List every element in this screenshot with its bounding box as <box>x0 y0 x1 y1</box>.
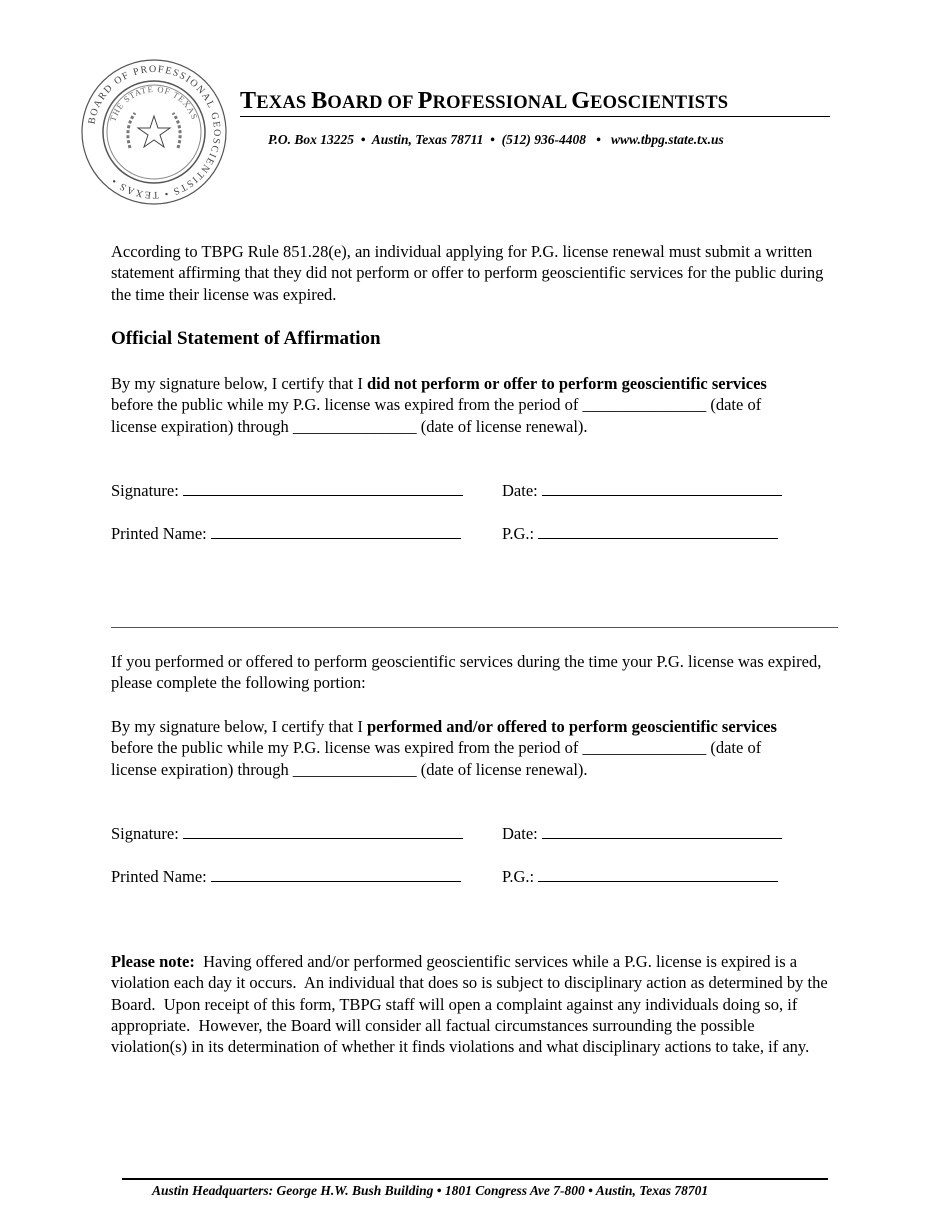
printed-name-field-1[interactable]: Printed Name: <box>111 523 461 544</box>
date-field-2[interactable]: Date: <box>502 823 782 844</box>
statement-not-performed: By my signature below, I certify that I did not perform or offer to perform geoscientific services before the public while my P.G. license was expired from the period of _______________ (date of license expiration) through _______________ (date of license renewal). <box>111 374 767 436</box>
board-title: TEXAS BOARD OF PROFESSIONAL GEOSCIENTISTS <box>240 88 830 117</box>
instruction-paragraph: If you performed or offered to perform geoscientific services during the time your P.G. license was expired, please complete the following portion: <box>111 652 822 693</box>
signature-field-2[interactable]: Signature: <box>111 823 463 844</box>
signature-field-1[interactable]: Signature: <box>111 480 463 501</box>
svg-text:BOARD OF PROFESSIONAL GEOSCIEN: BOARD OF PROFESSIONAL GEOSCIENTISTS • TEXAS • <box>86 63 223 201</box>
footer-address: Austin Headquarters: George H.W. Bush Building • 1801 Congress Ave 7-800 • Austin, Texas 78701 <box>152 1183 709 1198</box>
pg-field-2[interactable]: P.G.: <box>502 866 778 887</box>
date-field-1[interactable]: Date: <box>502 480 782 501</box>
board-address: P.O. Box 13225 • Austin, Texas 78711 • (512) 936-4408 • www.tbpg.state.tx.us <box>268 132 724 147</box>
board-seal-logo <box>80 58 228 206</box>
printed-name-field-2[interactable]: Printed Name: <box>111 866 461 887</box>
svg-text:THE STATE OF TEXAS: THE STATE OF TEXAS <box>107 83 200 123</box>
intro-paragraph: According to TBPG Rule 851.28(e), an individual applying for P.G. license renewal must submit a written statement affirming that they did not perform or offer to perform geoscientific services for the public during the time their license was expired. <box>111 242 824 304</box>
statement-performed: By my signature below, I certify that I performed and/or offered to perform geoscientific services before the public while my P.G. license was expired from the period of _______________ (date of license expiration) through _______________ (date of license renewal). <box>111 717 777 779</box>
section-divider <box>111 627 838 628</box>
please-note-paragraph: Please note: Having offered and/or performed geoscientific services while a P.G. license is expired is a violation each day it occurs. An individual that does so is subject to disciplinary action as determined by the Board. Upon receipt of this form, TBPG staff will open a complaint against any individuals doing so, if appropriate. However, the Board will consider all factual circumstances surrounding the possible violation(s) in its determination of whether it finds violations and what disciplinary actions to take, if any. <box>111 952 832 1057</box>
footer-rule <box>122 1178 828 1180</box>
pg-field-1[interactable]: P.G.: <box>502 523 778 544</box>
section-heading: Official Statement of Affirmation <box>111 328 381 349</box>
